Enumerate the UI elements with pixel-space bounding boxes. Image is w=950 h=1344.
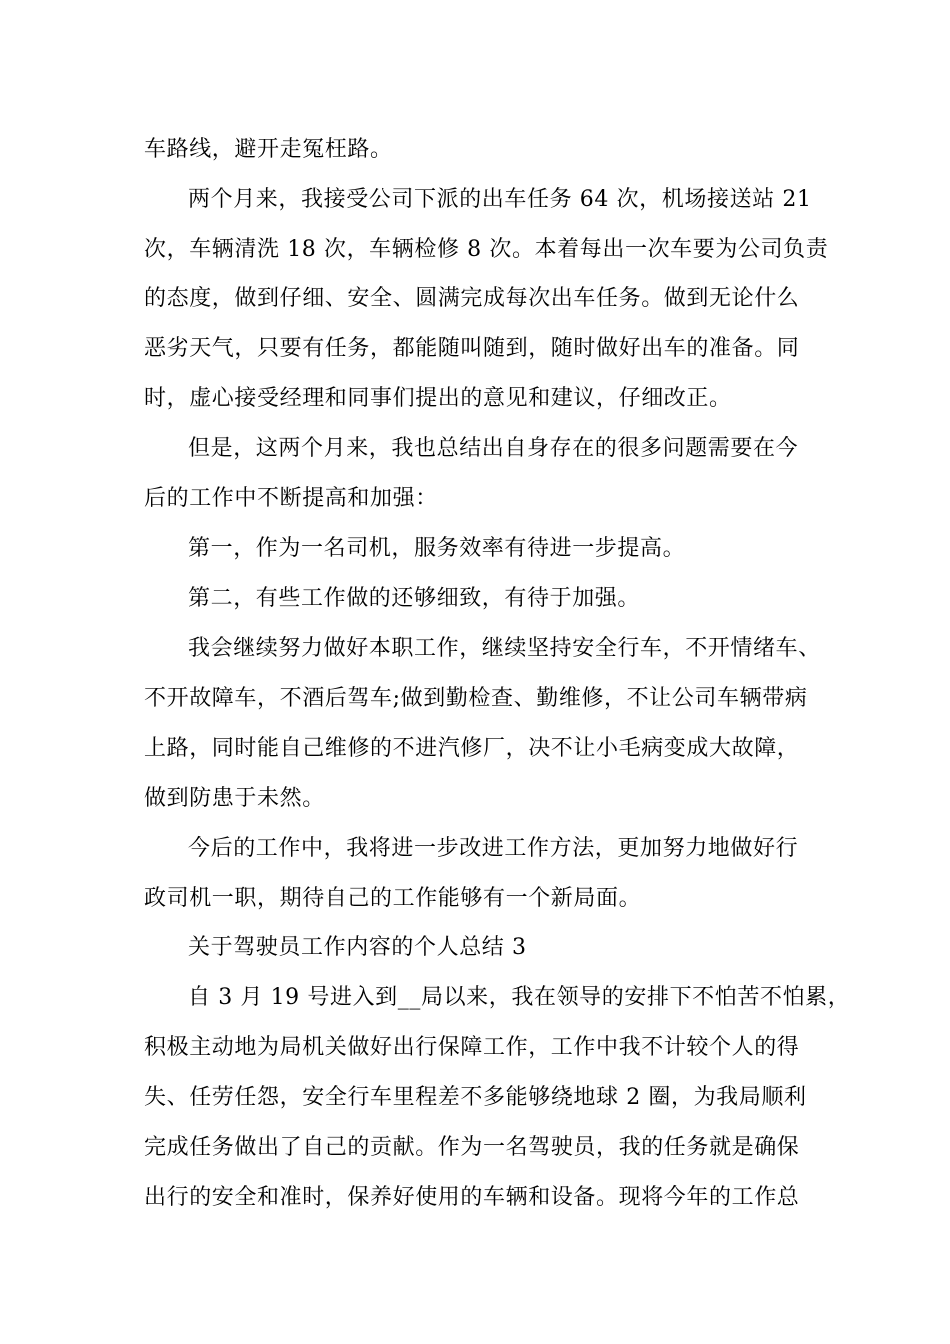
paragraph-first-line: 自 3 月 19 号进入到__局以来，我在领导的安排下不怕苦不怕累，	[188, 985, 851, 1010]
text-line: 完成任务做出了自己的贡献。作为一名驾驶员，我的任务就是确保	[144, 1135, 800, 1160]
paragraph-first-line: 第一，作为一名司机，服务效率有待进一步提高。	[188, 536, 686, 561]
paragraph-first-line: 两个月来，我接受公司下派的出车任务 64 次，机场接送站 21	[188, 187, 812, 212]
text-line: 时，虚心接受经理和同事们提出的意见和建议，仔细改正。	[144, 386, 732, 411]
text-line: 次，车辆清洗 18 次，车辆检修 8 次。本着每出一次车要为公司负责	[144, 237, 829, 262]
text-line: 上路，同时能自己维修的不进汽修厂，决不让小毛病变成大故障，	[144, 736, 800, 761]
text-line: 的态度，做到仔细、安全、圆满完成每次出车任务。做到无论什么	[144, 286, 800, 311]
text-line: 做到防患于未然。	[144, 786, 325, 811]
paragraph-first-line: 第二，有些工作做的还够细致，有待于加强。	[188, 586, 641, 611]
text-line: 车路线，避开走冤枉路。	[144, 137, 393, 162]
text-line: 不开故障车，不酒后驾车;做到勤检查、勤维修，不让公司车辆带病	[144, 686, 808, 711]
paragraph-first-line: 今后的工作中，我将进一步改进工作方法，更加努力地做好行	[188, 836, 799, 861]
text-line: 恶劣天气，只要有任务，都能随叫随到，随时做好出车的准备。同	[144, 336, 800, 361]
text-line: 积极主动地为局机关做好出行保障工作，工作中我不计较个人的得	[144, 1035, 800, 1060]
text-line: 出行的安全和准时，保养好使用的车辆和设备。现将今年的工作总	[144, 1185, 800, 1210]
paragraph-first-line: 我会继续努力做好本职工作，继续坚持安全行车，不开情绪车、	[188, 636, 821, 661]
text-line: 失、任劳任怨，安全行车里程差不多能够绕地球 2 圈，为我局顺利	[144, 1085, 807, 1110]
paragraph-first-line: 但是，这两个月来，我也总结出自身存在的很多问题需要在今	[188, 436, 799, 461]
text-line: 后的工作中不断提高和加强：	[144, 486, 438, 511]
section-heading: 关于驾驶员工作内容的个人总结 3	[188, 935, 527, 960]
text-line: 政司机一职，期待自己的工作能够有一个新局面。	[144, 886, 642, 911]
